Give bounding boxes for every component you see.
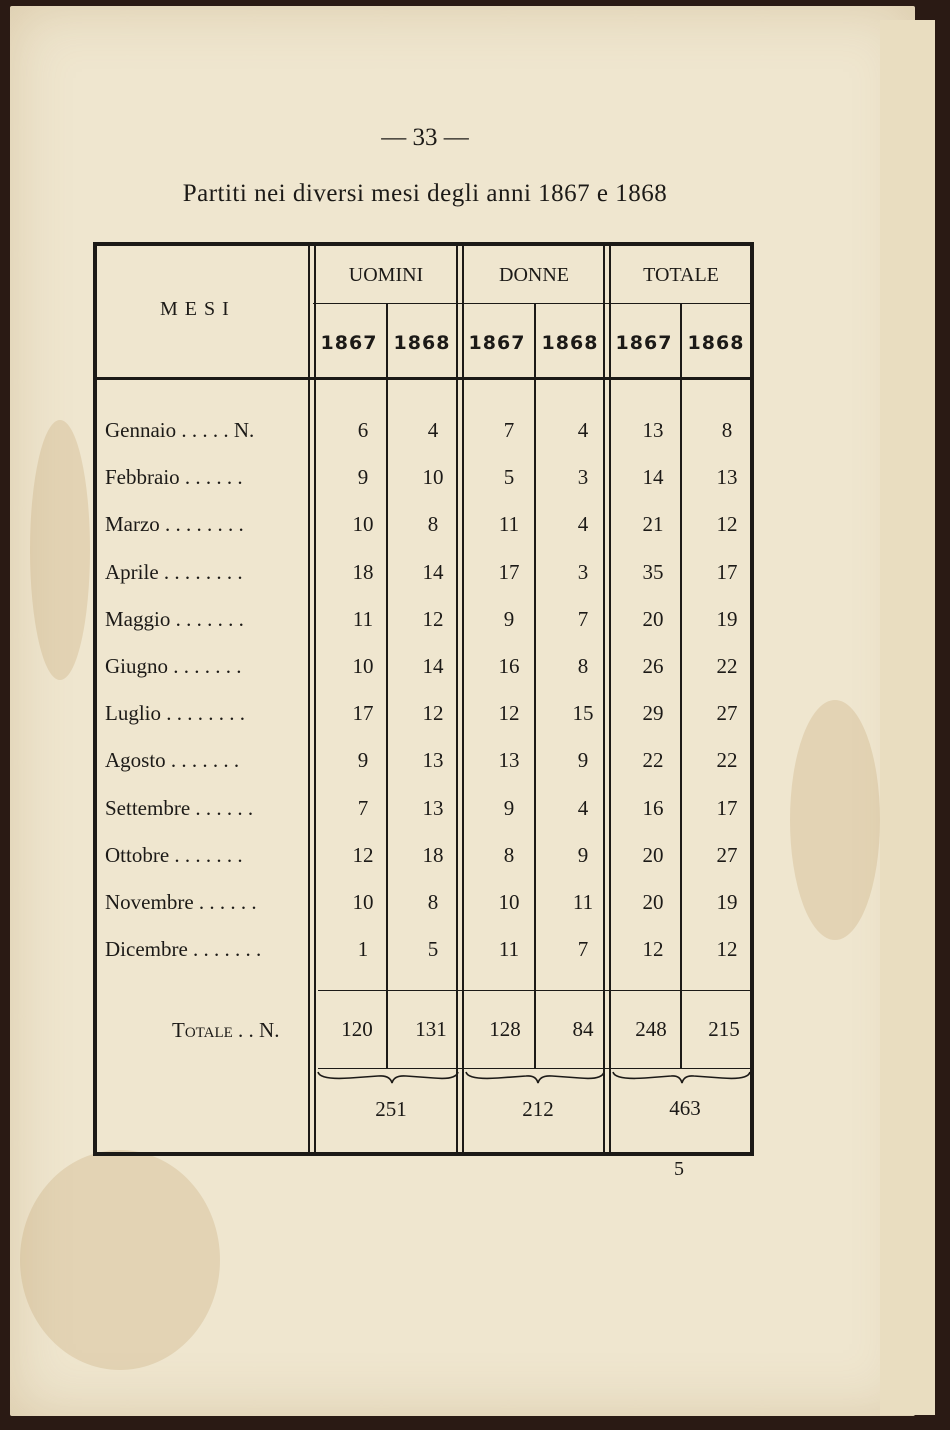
table-cell: 8 [427, 890, 439, 914]
table-cell: 8 [503, 843, 515, 867]
table-cell: 26 [642, 654, 664, 678]
table-cell: 13 [498, 748, 520, 772]
table-cell: 29 [642, 701, 664, 725]
table-cell: 7 [577, 607, 589, 631]
table-cell: 9 [357, 748, 369, 772]
table-cell: 9 [577, 843, 589, 867]
month-label: Gennaio . . . . . N. [105, 418, 255, 442]
table-cell: 9 [503, 607, 515, 631]
year-header: 1868 [687, 332, 745, 354]
table-cell: 13 [716, 465, 738, 489]
month-label: Ottobre . . . . . . . [105, 843, 243, 867]
table-cell: 19 [716, 607, 738, 631]
table-cell: 19 [716, 890, 738, 914]
header-mesi: M E S I [160, 298, 230, 320]
total-cell: 131 [415, 1017, 447, 1041]
table-cell: 11 [498, 937, 520, 961]
table-cell: 1 [357, 937, 369, 961]
grand-total-donne: 212 [522, 1097, 554, 1121]
table-cell: 22 [716, 748, 738, 772]
table-cell: 17 [352, 701, 374, 725]
table-cell: 22 [642, 748, 664, 772]
table-cell: 4 [577, 796, 589, 820]
table-cell: 10 [498, 890, 520, 914]
table-cell: 11 [498, 512, 520, 536]
month-label: Luglio . . . . . . . . [105, 701, 245, 725]
table-cell: 14 [422, 654, 444, 678]
table-cell: 16 [642, 796, 664, 820]
table-cell: 7 [357, 796, 369, 820]
table-cell: 9 [503, 796, 515, 820]
table-cell: 8 [577, 654, 589, 678]
table-cell: 15 [572, 701, 594, 725]
table-cell: 3 [577, 465, 589, 489]
table-cell: 3 [577, 560, 589, 584]
table-cell: 14 [642, 465, 664, 489]
page-title: Partiti nei diversi mesi degli anni 1867 e 1868 [182, 180, 668, 207]
month-label: Febbraio . . . . . . [105, 465, 243, 489]
totals-label: Totale . . N. [172, 1018, 280, 1042]
table-cell: 14 [422, 560, 444, 584]
year-header: 1867 [320, 332, 378, 354]
month-label: Dicembre . . . . . . . [105, 937, 262, 961]
total-cell: 248 [635, 1017, 667, 1041]
table-cell: 27 [716, 843, 738, 867]
table-cell: 6 [357, 418, 369, 442]
header-uomini: UOMINI [348, 264, 424, 286]
year-header: 1868 [541, 332, 599, 354]
table-cell: 7 [577, 937, 589, 961]
grand-total-totale: 463 [669, 1096, 701, 1120]
table-cell: 22 [716, 654, 738, 678]
table-cell: 17 [716, 796, 738, 820]
table-cell: 10 [352, 512, 374, 536]
table-cell: 17 [716, 560, 738, 584]
month-label: Giugno . . . . . . . [105, 654, 242, 678]
total-cell: 84 [572, 1017, 594, 1041]
table-cell: 12 [422, 701, 444, 725]
table-cell: 20 [642, 843, 664, 867]
table-cell: 12 [642, 937, 664, 961]
table-cell: 17 [498, 560, 520, 584]
table-cell: 4 [577, 512, 589, 536]
month-label: Settembre . . . . . . [105, 796, 254, 820]
table-cell: 5 [427, 937, 439, 961]
table-cell: 5 [503, 465, 515, 489]
signature-mark: 5 [674, 1158, 684, 1180]
table-cell: 8 [427, 512, 439, 536]
table-cell: 18 [352, 560, 374, 584]
table-cell: 35 [642, 560, 664, 584]
table-cell: 9 [357, 465, 369, 489]
table-cell: 10 [422, 465, 444, 489]
age-stain [20, 1150, 220, 1370]
page-number: — 33 — [381, 124, 469, 151]
grand-total-uomini: 251 [375, 1097, 407, 1121]
table-cell: 7 [503, 418, 515, 442]
table-cell: 12 [716, 937, 738, 961]
month-label: Agosto . . . . . . . [105, 748, 240, 772]
month-label: Marzo . . . . . . . . [105, 512, 244, 536]
month-label: Maggio . . . . . . . [105, 607, 244, 631]
month-label: Aprile . . . . . . . . [105, 560, 243, 584]
table-cell: 8 [721, 418, 733, 442]
page-edge [880, 20, 935, 1415]
month-label: Novembre . . . . . . [105, 890, 257, 914]
table-cell: 13 [642, 418, 664, 442]
age-stain [30, 420, 90, 680]
table-cell: 4 [577, 418, 589, 442]
total-cell: 120 [341, 1017, 373, 1041]
table-cell: 21 [642, 512, 664, 536]
year-header: 1867 [468, 332, 526, 354]
table-cell: 10 [352, 654, 374, 678]
table-cell: 20 [642, 607, 664, 631]
total-cell: 215 [708, 1017, 740, 1041]
year-header: 1867 [615, 332, 673, 354]
table-cell: 11 [572, 890, 594, 914]
table-cell: 12 [422, 607, 444, 631]
header-totale: TOTALE [643, 264, 719, 286]
table-cell: 12 [716, 512, 738, 536]
table-cell: 12 [352, 843, 374, 867]
table-cell: 16 [498, 654, 520, 678]
table-cell: 13 [422, 748, 444, 772]
table-cell: 9 [577, 748, 589, 772]
total-cell: 128 [489, 1017, 521, 1041]
age-stain [790, 700, 880, 940]
table-cell: 12 [498, 701, 520, 725]
table-cell: 20 [642, 890, 664, 914]
table-cell: 11 [352, 607, 374, 631]
table-cell: 4 [427, 418, 439, 442]
table-cell: 13 [422, 796, 444, 820]
table-cell: 18 [422, 843, 444, 867]
year-header: 1868 [393, 332, 451, 354]
table-cell: 27 [716, 701, 738, 725]
header-donne: DONNE [499, 264, 569, 286]
table-cell: 10 [352, 890, 374, 914]
